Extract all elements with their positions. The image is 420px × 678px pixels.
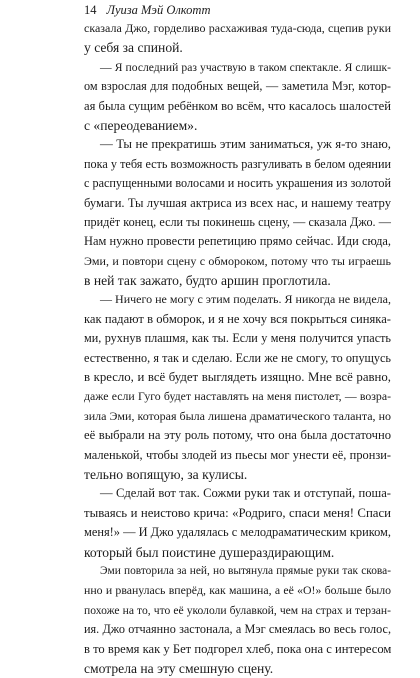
text-line: в кресло, и всё будет выглядеть изящно. Мне всё равно,	[84, 370, 391, 385]
text-line: — Я последний раз участвую в таком спектакле. Я слишк-	[100, 60, 391, 74]
text-line: придёт конец, если ты покинешь сцену, — сказала Джо. —	[84, 214, 391, 229]
text-line: похоже на то, что её укололи булавкой, чем на страх и терзан-	[84, 603, 391, 617]
text-line: её выбрали на эту роль потому, что она была достаточно	[84, 428, 391, 443]
text-line: — Сделай вот так. Сожми руки так и отступай, поша-	[100, 486, 391, 501]
running-head	[84, 2, 210, 18]
text-line: тываясь и неистово крича: «Родриго, спаси меня! Спаси	[84, 505, 391, 520]
text-line: который был поистине душераздирающим.	[84, 544, 335, 560]
text-line: ом взрослая для подобных вещей, — заметила Мэг, котор-	[84, 79, 391, 94]
text-line: сказала Джо, горделиво расхаживая туда-сюда, сцепив руки	[84, 21, 391, 35]
text-line: маленькой, чтобы злодей из пьесы мог унести её, пронзи-	[84, 447, 391, 462]
text-line: смотрела на эту смешную сцену.	[84, 660, 274, 676]
text-line: — Ничего не могу с этим поделать. Я никогда не видела,	[100, 292, 391, 307]
text-line: — Ты не прекратишь этим заниматься, уж я-то знаю,	[100, 137, 391, 152]
text-line: в ней так зажато, будто аршин проглотила.	[84, 273, 331, 289]
text-line: естественно, я так и сделаю. Если же не смогу, то опущусь	[84, 350, 391, 365]
text-line: бумаги. Ты лучшая актриса из всех нас, и нашему театру	[84, 195, 391, 210]
header-author: Луиза Мэй Олкотт	[106, 3, 211, 17]
text-line: как падают в обморок, и я не хочу вся покрыться синяка-	[84, 311, 391, 326]
text-line: с распущенными волосами и носить украшения из золотой	[84, 176, 391, 191]
text-line: Нам нужно провести репетицию прямо сейчас. Иди сюда,	[84, 234, 391, 249]
text-line: тельно вопящую, за кулисы.	[84, 466, 248, 482]
text-line: меня!» — И Джо удалялась с мелодраматическим криком,	[84, 525, 391, 540]
text-line: зила Эми, которая была лишена драматического таланта, но	[84, 408, 391, 423]
text-line: в то время как у Бет подгорел хлеб, пока она с интересом	[84, 641, 392, 656]
text-line: с «переодеванием».	[84, 117, 198, 133]
text-line: ия. Джо отчаянно застонала, а Мэг смеялась во весь голос,	[84, 622, 391, 637]
text-line: Эми, и повтори сцену с обмороком, потому что ты играешь	[84, 253, 391, 268]
text-line: нно и рванулась вперёд, как машина, а её «О!» больше было	[84, 583, 391, 598]
text-line: Эми повторила за ней, но вытянула прямые руки так скова-	[100, 564, 391, 577]
body-text	[84, 19, 391, 678]
text-line: ми, рухнув плашмя, как ты. Если у меня получится упасть	[84, 331, 391, 346]
text-line: ая была сущим ребёнком во всём, что касалось шалостей	[84, 98, 391, 113]
text-line: у себя за спиной.	[84, 40, 183, 56]
text-line: даже если Гуго будет наставлять на меня пистолет, — возра-	[84, 389, 391, 404]
page-number: 14	[84, 3, 97, 17]
text-line: пока у тебя есть возможность разгуливать в белом одеянии	[84, 156, 391, 171]
